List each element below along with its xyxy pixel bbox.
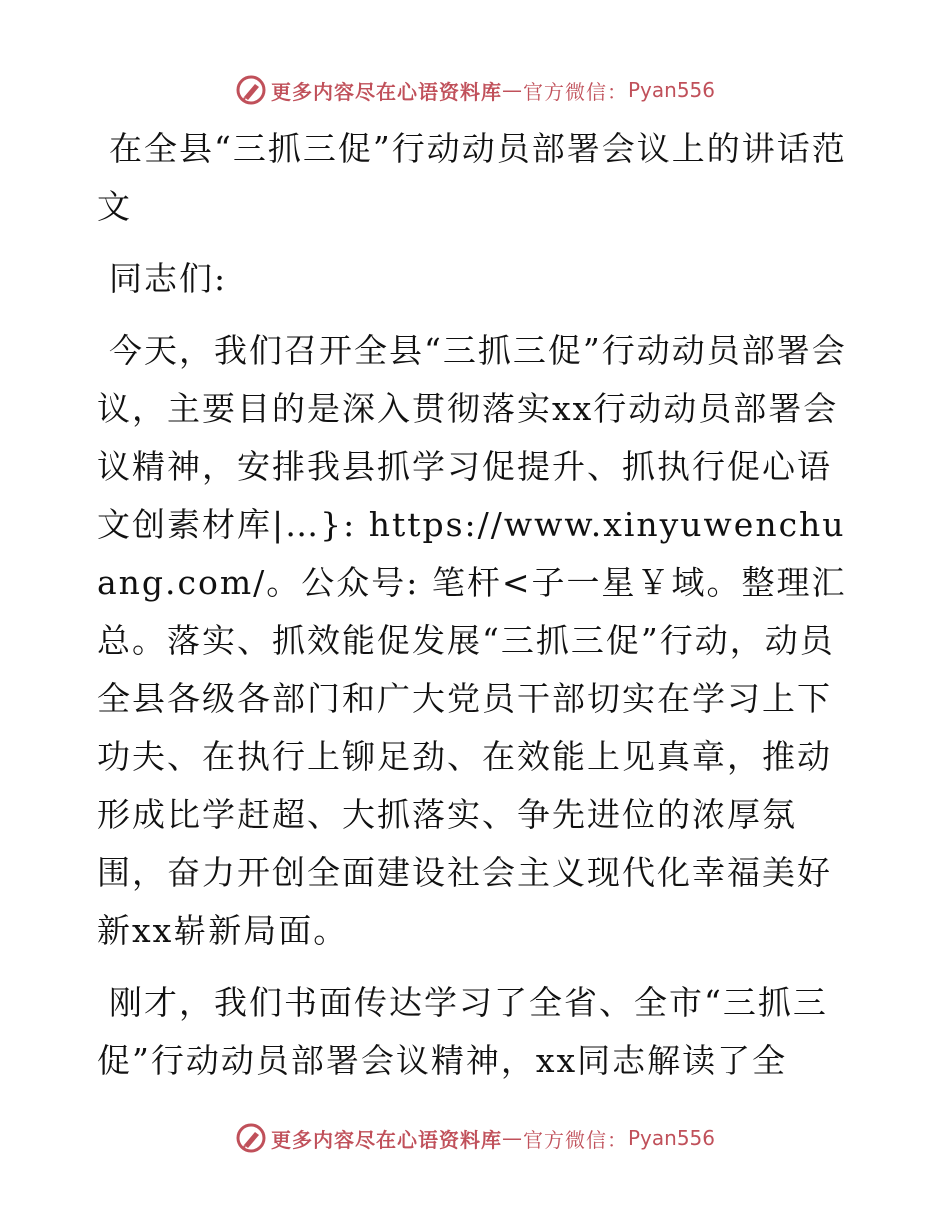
banner-wechat-handle: Pyan556 (627, 78, 715, 102)
banner-main-text: 更多内容尽在心语资料库 (270, 79, 502, 104)
banner-main-text: 更多内容尽在心语资料库 (270, 1127, 502, 1152)
document-title: 在全县“三抓三促”行动动员部署会议上的讲话范文 (97, 129, 847, 226)
pen-logo-icon (235, 1122, 267, 1154)
document-paragraph: 刚才，我们书面传达学习了全省、全市“三抓三促”行动动员部署会议精神，xx同志解读了全 (97, 983, 828, 1080)
footer-banner (0, 1118, 950, 1158)
document-paragraph: 今天，我们召开全县“三抓三促”行动动员部署会议，主要目的是深入贯彻落实xx行动动员部署会议精神，安排我县抓学习促提升、抓执行促心语文创素材库|…}: https://www.xinyuwenchuang.com/。公众号: 笔杆<子一星￥域。整理汇总。落实、抓效能促发展“三抓三促”行动，动员全县各级各部门和广大党员干部切实在学习上下功夫、在执行上铆足劲、在效能上见真章，推动形成比学赶超、大抓落实、争先进位的浓厚氛围，奋力开创全面建设社会主义现代化幸福美好新xx崭新局面。 (97, 331, 847, 950)
pen-logo-icon (235, 74, 267, 106)
banner-wechat-handle: Pyan556 (627, 1126, 715, 1150)
header-banner (0, 70, 950, 110)
document-body (97, 120, 857, 1110)
banner-dash: — (501, 1126, 523, 1150)
banner-sub-text: 官方微信： (522, 1127, 628, 1152)
document-salutation: 同志们: (109, 259, 228, 298)
banner-sub-text: 官方微信： (522, 79, 628, 104)
banner-dash: — (501, 78, 523, 102)
